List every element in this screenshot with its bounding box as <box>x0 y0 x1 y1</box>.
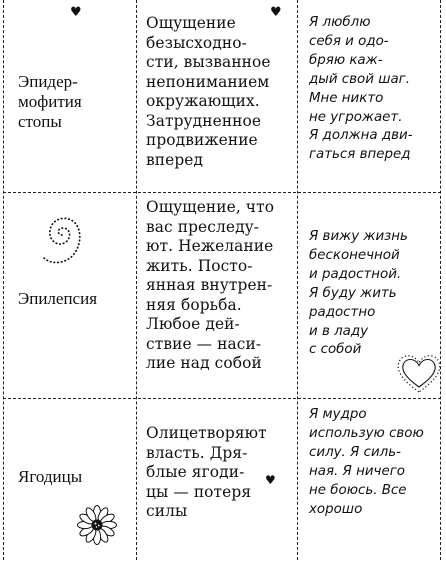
affirmation-line: не угрожает. <box>309 109 403 125</box>
dotted-spiral-icon <box>36 204 84 266</box>
cause-line: Ощущение, что <box>146 198 275 216</box>
affirmation-line: гаться вперед <box>309 147 411 163</box>
affirmation-line: дый свой шаг. <box>309 71 410 87</box>
affirmation-line: хорошо <box>309 501 363 517</box>
row-1-disease <box>18 72 82 132</box>
affirmation-line: Мне никто <box>309 90 384 106</box>
row-1-affirmation <box>309 14 413 165</box>
heart-icon: ♥ <box>70 5 82 20</box>
column-divider-2 <box>297 0 298 560</box>
affirmation-line: не боюсь. Все <box>309 482 407 498</box>
cause-line: лие над собой <box>146 354 262 372</box>
cause-line: силы <box>146 502 188 520</box>
disease-line: мофития <box>18 92 82 111</box>
affirmation-line: Я люблю <box>309 15 371 30</box>
disease-line: стопы <box>18 112 62 131</box>
affirmation-line: Я должна дви- <box>309 128 413 144</box>
affirmation-line: бряю каж- <box>309 52 383 68</box>
cause-line: непониманием <box>146 72 270 91</box>
affirmation-line: использую свою <box>309 425 424 441</box>
cause-line: жить. Посто- <box>146 256 253 275</box>
cause-line: окружающих. <box>146 92 260 110</box>
cause-line: безысходно- <box>146 33 247 52</box>
affirmation-line: Я буду жить <box>309 285 397 301</box>
affirmation-line: ная. Я ничего <box>309 463 405 479</box>
affirmation-line: с собой <box>309 342 362 358</box>
affirmation-line: Я мудро <box>309 407 367 422</box>
affirmation-line: себя и одо- <box>309 33 389 49</box>
cause-line: цы — потеря <box>146 482 252 501</box>
disease-line: Эпидер- <box>18 72 78 91</box>
cause-line: вас преследу- <box>146 217 260 236</box>
affirmation-line: и радостной. <box>309 266 402 282</box>
cause-line: Олицетворяют <box>146 424 267 442</box>
cause-line: Ощущение <box>146 14 236 32</box>
cause-line: янная внутрен- <box>146 276 273 294</box>
disease-line: Эпилепсия <box>18 289 98 308</box>
row-divider-2 <box>3 398 441 399</box>
row-2-affirmation <box>309 228 408 360</box>
table-border-right <box>440 0 441 560</box>
affirmation-line: бесконечной <box>309 247 400 263</box>
affirmation-line: Я вижу жизнь <box>309 229 408 244</box>
affirmation-line: силу. Я силь- <box>309 444 401 460</box>
cause-line: Затрудненное <box>146 111 262 130</box>
cause-line: власть. Дря- <box>146 443 248 462</box>
row-2-disease <box>18 289 97 309</box>
row-1-cause <box>146 14 271 170</box>
daisy-flower-icon <box>76 504 118 546</box>
heart-icon: ♥ <box>265 473 276 487</box>
row-3-affirmation <box>309 406 424 519</box>
double-heart-outline-icon <box>395 352 443 396</box>
cause-line: ствие — наси- <box>146 334 262 353</box>
cause-line: няя борьба. <box>146 295 242 314</box>
affirmation-line: радостно <box>309 304 376 320</box>
cause-line: продвижение <box>146 131 258 149</box>
cause-line: ют. Нежелание <box>146 237 274 255</box>
column-divider-1 <box>136 0 137 560</box>
cause-line: вперед <box>146 150 204 169</box>
affirmation-line: и в ладу <box>309 323 369 339</box>
table-border-left <box>3 0 4 560</box>
row-2-cause <box>146 198 274 374</box>
cause-line: сти, вызванное <box>146 53 271 71</box>
disease-line: Ягодицы <box>18 467 83 486</box>
row-divider-1 <box>3 192 441 193</box>
row-3-cause <box>146 424 267 522</box>
heart-icon: ♥ <box>270 5 282 20</box>
cause-line: Любое дей- <box>146 315 240 333</box>
cause-line: блые ягоди- <box>146 463 245 481</box>
row-3-disease <box>18 467 82 487</box>
